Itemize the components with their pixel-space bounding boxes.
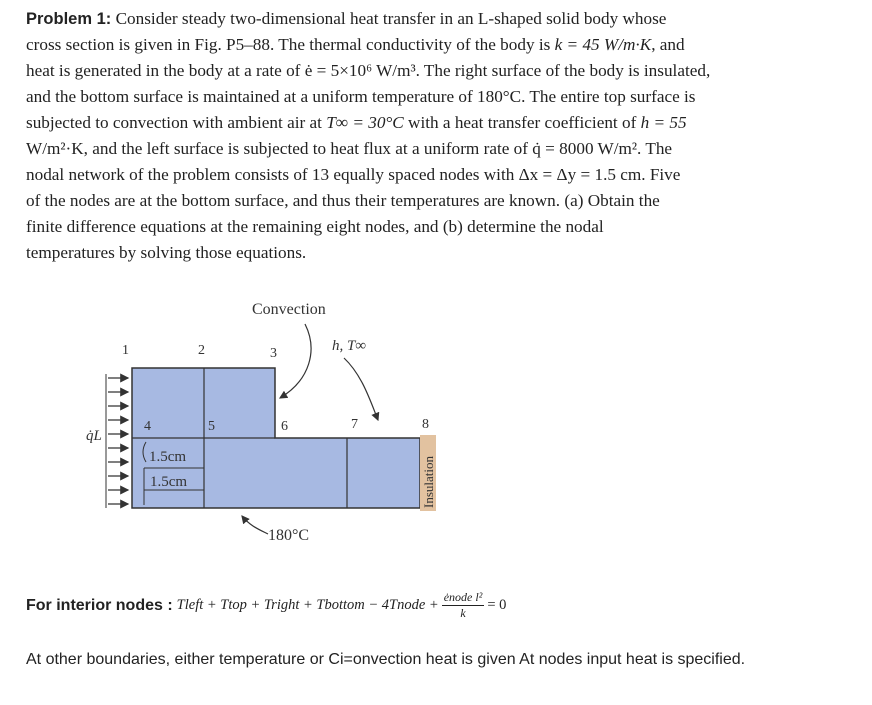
bottom-temp-label: 180°C xyxy=(268,527,310,544)
formula-fraction-numerator: ėnode l² xyxy=(443,590,483,604)
interior-node-formula xyxy=(26,590,866,621)
conductivity-value: k = 45 W/m·K xyxy=(554,35,652,54)
formula-rhs: = 0 xyxy=(487,597,507,613)
problem-heading: Problem 1: xyxy=(26,10,112,28)
problem-line-4: and the bottom surface is maintained at a uniform temperature of 180°C. The entire top surface is xyxy=(26,87,696,106)
problem-line-6c: . The xyxy=(637,139,673,158)
boundary-note: At other boundaries, either temperature or Ci=onvection heat is given At nodes input heat is specified. xyxy=(26,651,746,668)
node-label-8: 8 xyxy=(422,417,429,432)
dy-label: 1.5cm xyxy=(150,474,188,490)
problem-line-9: finite difference equations at the remaining eight nodes, and (b) determine the nodal xyxy=(26,217,604,236)
ambient-temp-value: T∞ = 30°C xyxy=(326,113,404,132)
problem-line-10: temperatures by solving those equations. xyxy=(26,243,307,262)
problem-line-3c: . The right surface of the body is insulated, xyxy=(415,61,711,80)
problem-line-6a: W/m²·K, and the left surface is subjected to heat flux at a uniform rate of xyxy=(26,139,533,158)
problem-line-2c: , and xyxy=(651,35,685,54)
generation-value: ė = 5×10⁶ W/m³ xyxy=(304,61,416,80)
heat-flux-label: q̇L xyxy=(86,428,102,444)
problem-line-5c: with a heat transfer coefficient of xyxy=(403,113,641,132)
problem-line-8: of the nodes are at the bottom surface, and thus their temperatures are known. (a) Obtain the xyxy=(26,191,660,210)
formula-fraction-denominator: k xyxy=(460,606,466,620)
node-label-6: 6 xyxy=(281,419,288,434)
heat-flux-value: q̇ = 8000 W/m² xyxy=(532,139,638,158)
formula-label: For interior nodes : xyxy=(26,596,173,614)
node-label-4: 4 xyxy=(144,419,151,434)
dx-label: 1.5cm xyxy=(149,449,187,465)
node-label-7: 7 xyxy=(351,417,358,432)
node-label-5: 5 xyxy=(208,419,215,434)
convection-label: Convection xyxy=(252,301,326,318)
node-label-2: 2 xyxy=(198,343,205,358)
node-label-1: 1 xyxy=(122,343,129,358)
node-label-3: 3 xyxy=(270,346,277,361)
ambient-label: h, T∞ xyxy=(332,338,367,354)
insulation-label: Insulation xyxy=(421,456,436,508)
problem-line-1: Consider steady two-dimensional heat transfer in an L-shaped solid body whose xyxy=(115,9,667,28)
problem-line-2a: cross section is given in Fig. P5–88. The thermal conductivity of the body is xyxy=(26,35,555,54)
formula-fraction xyxy=(442,590,485,621)
formula-expression: Tleft + Ttop + Tright + Tbottom − 4Tnode + xyxy=(176,597,439,613)
problem-line-5a: subjected to convection with ambient air at xyxy=(26,113,327,132)
problem-line-3a: heat is generated in the body at a rate of xyxy=(26,61,305,80)
problem-statement xyxy=(26,6,826,266)
problem-line-7: nodal network of the problem consists of 13 equally spaced nodes with Δx = Δy = 1.5 cm. Five xyxy=(26,165,681,184)
heat-flux-arrows xyxy=(108,378,128,504)
htc-value: h = 55 xyxy=(640,113,687,132)
l-shaped-body-figure xyxy=(86,290,480,555)
